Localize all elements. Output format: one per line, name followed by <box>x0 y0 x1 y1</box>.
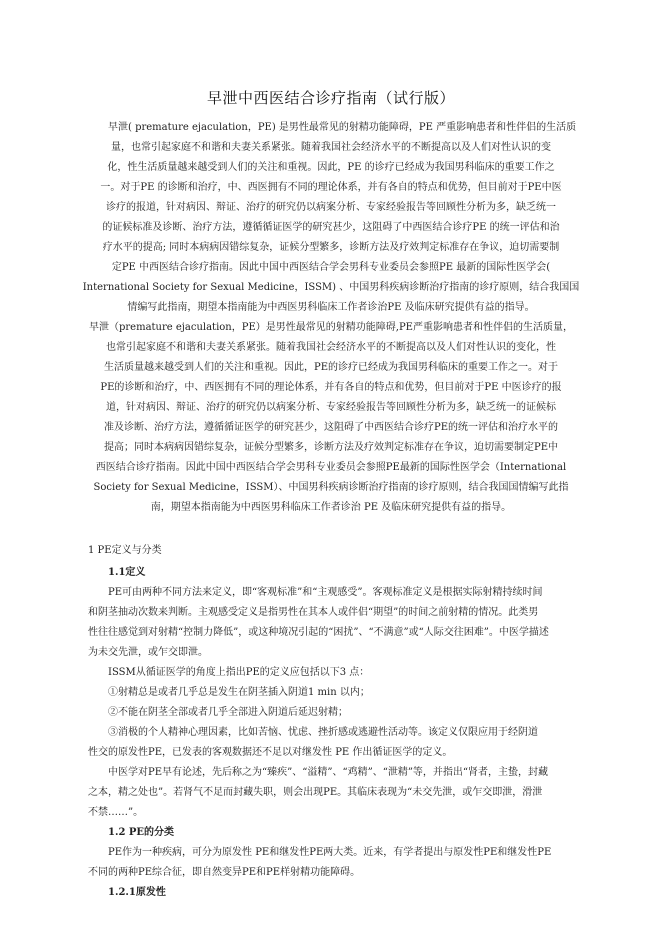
body-line: 不同的两种PE综合征，即自然变异PE和PE样射精功能障碍。 <box>88 867 361 878</box>
body-line: 为未交先泄，或乍交即泄。 <box>88 647 208 658</box>
intro-line: 诊疗的报道，针对病因、辩证、治疗的研究仍以病案分析、专家经验报告等回顾性分析为多，缺乏统一 <box>106 202 556 213</box>
intro-repeat-line: 西医结合诊疗指南。因此中国中西医结合学会男科专业委员会参照PE最新的国际性医学会（International <box>95 462 567 473</box>
intro-repeat-line: 提高；同时本病病因错综复杂，证候分型繁多，诊断方法及疗效判定标准存在争议，迫切需要制定PE中 <box>103 442 559 453</box>
body-line: 中医学对PE早有论述，先后称之为“臻疾”、“溢精”、“鸡精”、“泄精”等，并指出“肾者，主蛰，封藏 <box>108 767 549 778</box>
body-line: ISSM从循证医学的角度上指出PE的定义应包括以下3 点： <box>108 667 370 678</box>
document-title: 早泄中西医结合诊疗指南（试行版） <box>206 89 455 107</box>
intro-line: 早泄( premature ejaculation，PE) 是男性最常见的射精功能障碍，PE 严重影响患者和性伴侣的生活质 <box>108 122 577 133</box>
intro-line: 情编写此指南，期望本指南能为中西医男科临床工作者诊治PE 及临床研究提供有益的指导。 <box>127 302 535 313</box>
intro-repeat-line: Society for Sexual Medicine，ISSM）、中国男科疾病诊断治疗指南的诊疗原则，结合我国国情编写此指 <box>93 482 569 493</box>
intro-line: 化，性生活质量越来越受到人们的关注和重视。因此，PE 的诊疗已经成为我国男科临床的重要工作之 <box>107 162 555 173</box>
intro-repeat-line: PE的诊断和治疗，中、西医拥有不同的理论体系，并有各自的特点和优势，但目前对于PE 中医诊疗的报 <box>100 382 562 393</box>
intro-repeat-line: 准及诊断、治疗方法，遵循循证医学的研究甚少，这阻碍了中西医结合诊疗PE的统一评估和治疗水平的 <box>103 422 559 433</box>
intro-repeat-line: 道，针对病因、辩证、治疗的研究仍以病案分析、专家经验报告等回顾性分析为多，缺乏统一的证候标 <box>106 402 556 413</box>
intro-line: 定PE 中西医结合诊疗指南。因此中国中西医结合学会男科专业委员会参照PE 最新的国际性医学会( <box>111 262 551 273</box>
intro-line: 疗水平的提高; 同时本病病因错综复杂，证候分型繁多，诊断方法及疗效判定标准存在争议，迫切需要制 <box>102 242 560 253</box>
subsection-heading: 1.2 PE的分类 <box>108 827 175 838</box>
body-line: 不禁……”。 <box>88 807 144 818</box>
subsection-heading: 1.1定义 <box>108 567 146 578</box>
intro-line: 一。对于PE 的诊断和治疗，中、西医拥有不同的理论体系，并有各自的特点和优势，但目前对于PE中医 <box>100 182 562 193</box>
subsubsection-heading: 1.2.1原发性 <box>108 887 166 898</box>
body-line: 和阴茎抽动次数来判断。主观感受定义是指男性在其本人或伴侣“期望”的时间之前射精的情况。此类男 <box>88 607 539 618</box>
list-item: ①射精总是或者几乎总是发生在阴茎插入阴道1 min 以内； <box>108 687 370 698</box>
body-line: 性往往感觉到对射精“控制力降低”，或这种境况引起的“困扰”、“不满意”或“人际交往困难”。中医学描述 <box>88 627 549 638</box>
intro-line: 的证候标准及诊断、治疗方法，遵循循证医学的研究甚少，这阻碍了中西医结合诊疗PE 的统一评估和治 <box>102 222 560 233</box>
list-item: ③消极的个人精神心理因素，比如苦恼、忧虑、挫折感或逃避性活动等。该定义仅限应用于经阴道 <box>108 727 538 738</box>
intro-repeat-line: 生活质量越来越受到人们的关注和重视。因此，PE的诊疗已经成为我国男科临床的重要工作之一。对于 <box>103 362 559 373</box>
section-heading: 1 PE定义与分类 <box>88 545 162 556</box>
intro-repeat-line: 早泄（premature ejaculation，PE）是男性最常见的射精功能障碍,PE严重影响患者和性伴侣的生活质量， <box>89 322 573 333</box>
intro-repeat-line: 也常引起家庭不和谐和夫妻关系紧张。随着我国社会经济水平的不断提高以及人们对性认识的变化，性 <box>106 342 556 353</box>
intro-line: 量，也常引起家庭不和谐和夫妻关系紧张。随着我国社会经济水平的不断提高以及人们对性认识的变 <box>111 142 551 153</box>
body-line: PE作为一种疾病，可分为原发性 PE和继发性PE两大类。近来，有学者提出与原发性PE和继发性PE <box>108 847 552 858</box>
intro-repeat-line: 南，期望本指南能为中西医男科临床工作者诊治 PE 及临床研究提供有益的指导。 <box>150 502 512 513</box>
intro-line: International Society for Sexual Medicine，ISSM) 、中国男科疾病诊断治疗指南的诊疗原则，结合我国国 <box>82 282 580 293</box>
body-line: 性交的原发性PE，已发表的客观数据还不足以对继发性 PE 作出循证医学的定义。 <box>88 747 453 758</box>
body-line: 之本，精之处也”。若肾气不足而封藏失职，则会出现PE。其临床表现为“未交先泄，或乍交即泄，滑泄 <box>88 787 543 798</box>
body-line: PE可由两种不同方法来定义，即“客观标准”和“主观感受”。客观标准定义是根据实际射精持续时间 <box>108 587 543 598</box>
list-item: ②不能在阴茎全部或者几乎全部进入阴道后延迟射精； <box>108 707 348 718</box>
